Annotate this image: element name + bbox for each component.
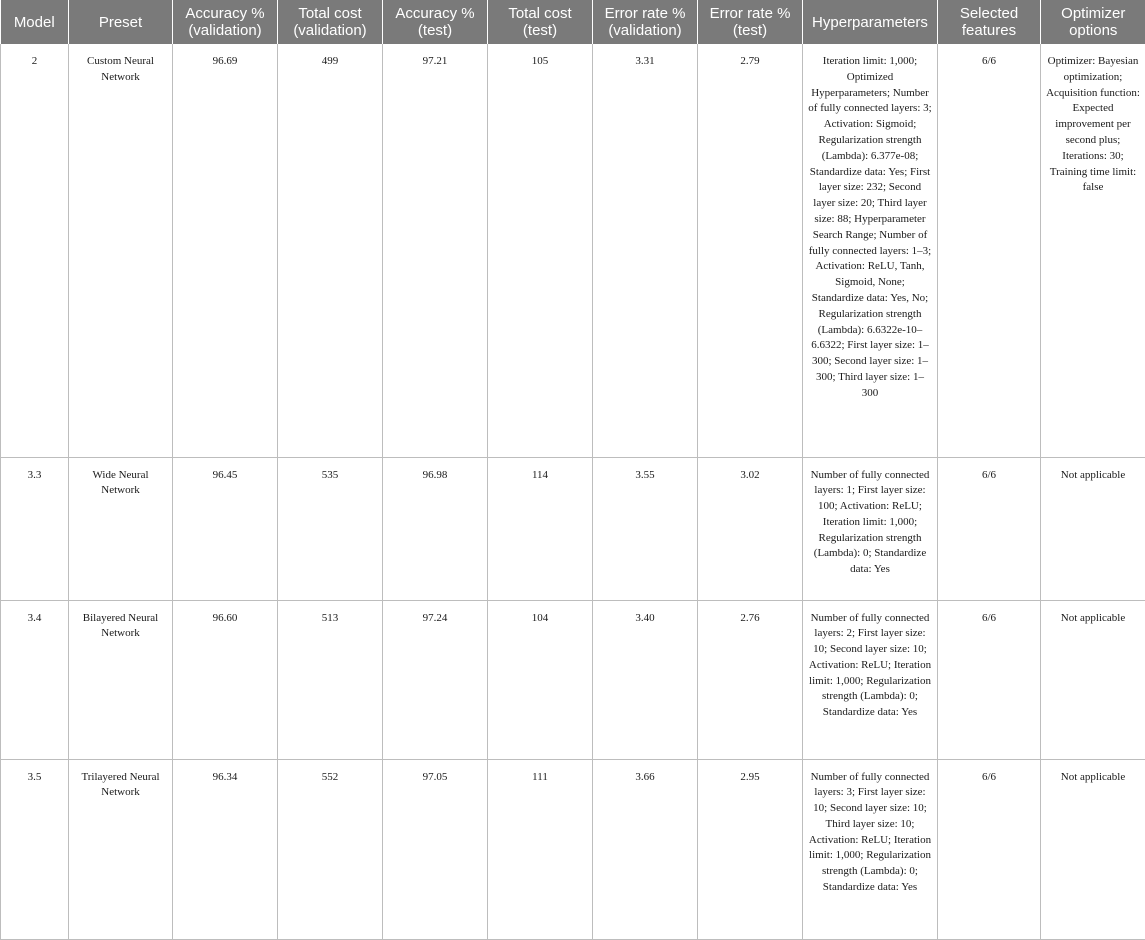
header-total-cost-validation: Total cost (validation) — [278, 0, 383, 44]
cell-selected-features: 6/6 — [938, 600, 1041, 759]
cell-hyperparameters: Number of fully connected layers: 1; First layer size: 100; Activation: ReLU; Iteration limit: 1,000; Regularization strength (Lambda): 0; Standardize data: Yes — [803, 457, 938, 600]
cell-total-cost-test: 105 — [488, 44, 593, 457]
header-optimizer-options: Optimizer options — [1041, 0, 1145, 44]
cell-error-rate-validation: 3.40 — [593, 600, 698, 759]
table-row — [1, 600, 1145, 759]
header-row — [1, 0, 1145, 44]
header-accuracy-validation: Accuracy % (validation) — [173, 0, 278, 44]
cell-optimizer-options: Not applicable — [1041, 457, 1145, 600]
cell-error-rate-test: 2.95 — [698, 759, 803, 939]
cell-model: 3.5 — [1, 759, 69, 939]
cell-model: 3.4 — [1, 600, 69, 759]
cell-preset: Wide Neural Network — [69, 457, 173, 600]
cell-model: 2 — [1, 44, 69, 457]
cell-total-cost-validation: 513 — [278, 600, 383, 759]
header-hyperparameters: Hyperparameters — [803, 0, 938, 44]
cell-selected-features: 6/6 — [938, 457, 1041, 600]
cell-accuracy-test: 97.21 — [383, 44, 488, 457]
cell-optimizer-options: Optimizer: Bayesian optimization; Acquisition function: Expected improvement per second plus; Iterations: 30; Training time limit: false — [1041, 44, 1145, 457]
cell-hyperparameters: Number of fully connected layers: 3; First layer size: 10; Second layer size: 10; Third layer size: 10; Activation: ReLU; Iteration limit: 1,000; Regularization strength (Lambda): 0; Standardize data: Yes — [803, 759, 938, 939]
cell-error-rate-validation: 3.31 — [593, 44, 698, 457]
cell-accuracy-test: 97.24 — [383, 600, 488, 759]
cell-accuracy-validation: 96.69 — [173, 44, 278, 457]
cell-model: 3.3 — [1, 457, 69, 600]
cell-accuracy-test: 97.05 — [383, 759, 488, 939]
cell-preset: Bilayered Neural Network — [69, 600, 173, 759]
cell-preset: Trilayered Neural Network — [69, 759, 173, 939]
cell-error-rate-test: 2.76 — [698, 600, 803, 759]
header-model: Model — [1, 0, 69, 44]
table-row — [1, 759, 1145, 939]
cell-accuracy-test: 96.98 — [383, 457, 488, 600]
cell-error-rate-validation: 3.66 — [593, 759, 698, 939]
table-row — [1, 457, 1145, 600]
cell-optimizer-options: Not applicable — [1041, 600, 1145, 759]
table-row — [1, 44, 1145, 457]
cell-selected-features: 6/6 — [938, 759, 1041, 939]
header-preset: Preset — [69, 0, 173, 44]
header-total-cost-test: Total cost (test) — [488, 0, 593, 44]
cell-error-rate-test: 2.79 — [698, 44, 803, 457]
cell-total-cost-validation: 552 — [278, 759, 383, 939]
cell-error-rate-validation: 3.55 — [593, 457, 698, 600]
cell-hyperparameters: Iteration limit: 1,000; Optimized Hyperparameters; Number of fully connected layers: 3; Activation: Sigmoid; Regularization strength (Lambda): 6.377e-08; Standardize data: Yes; First layer size: 232; Second layer size: 20; Third layer size: 88; Hyperparameter Search Range; Number of fully connected layers: 1–3; Activation: ReLU, Tanh, Sigmoid, None; Standardize data: Yes, No; Regularization strength (Lambda): 6.6322e-10–6.6322; First layer size: 1–300; Second layer size: 1–300; Third layer size: 1–300 — [803, 44, 938, 457]
header-accuracy-test: Accuracy % (test) — [383, 0, 488, 44]
cell-accuracy-validation: 96.45 — [173, 457, 278, 600]
cell-total-cost-validation: 499 — [278, 44, 383, 457]
cell-optimizer-options: Not applicable — [1041, 759, 1145, 939]
cell-total-cost-test: 114 — [488, 457, 593, 600]
header-selected-features: Selected features — [938, 0, 1041, 44]
header-error-rate-test: Error rate % (test) — [698, 0, 803, 44]
cell-total-cost-test: 104 — [488, 600, 593, 759]
header-error-rate-validation: Error rate % (validation) — [593, 0, 698, 44]
cell-accuracy-validation: 96.60 — [173, 600, 278, 759]
cell-preset: Custom Neural Network — [69, 44, 173, 457]
cell-total-cost-validation: 535 — [278, 457, 383, 600]
cell-total-cost-test: 111 — [488, 759, 593, 939]
cell-selected-features: 6/6 — [938, 44, 1041, 457]
cell-hyperparameters: Number of fully connected layers: 2; First layer size: 10; Second layer size: 10; Activation: ReLU; Iteration limit: 1,000; Regularization strength (Lambda): 0; Standardize data: Yes — [803, 600, 938, 759]
cell-accuracy-validation: 96.34 — [173, 759, 278, 939]
cell-error-rate-test: 3.02 — [698, 457, 803, 600]
